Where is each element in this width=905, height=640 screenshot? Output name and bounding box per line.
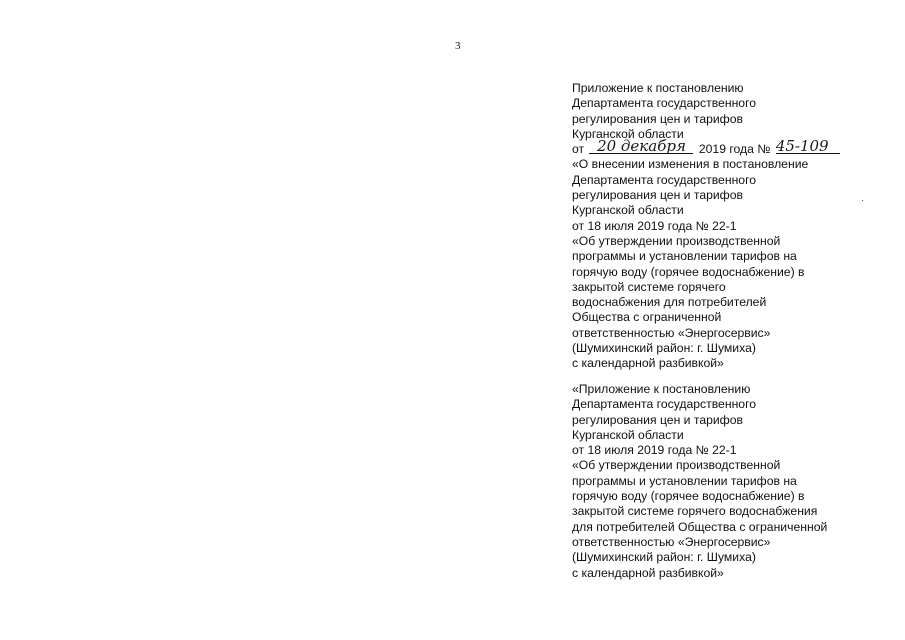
- header-line: Курганской области: [572, 126, 684, 141]
- quote-line: Департамента государственного: [572, 397, 757, 412]
- quote-line: ответственностью «Энергосервис»: [572, 534, 771, 549]
- quote-line: горячую воду (горячее водоснабжение) в: [572, 489, 805, 504]
- date-number-line: [572, 137, 840, 157]
- header-line: водоснабжения для потребителей: [572, 295, 767, 310]
- header-line: Департамента государственного: [572, 172, 757, 187]
- quote-line: программы и установлении тарифов на: [572, 473, 797, 488]
- quote-line: для потребителей Общества с ограниченной: [572, 519, 828, 534]
- quote-line: закрытой системе горячего водоснабжения: [572, 504, 818, 519]
- header-line: регулирования цен и тарифов: [572, 188, 743, 203]
- header-line: «Об утверждении производственной: [572, 233, 781, 248]
- handwritten-number: 45-109: [776, 140, 840, 154]
- header-line: от 18 июля 2019 года № 22-1: [572, 218, 737, 233]
- header-line: ответственностью «Энергосервис»: [572, 325, 771, 340]
- header-line: Общества с ограниченной: [572, 310, 722, 325]
- header-line: закрытой системе горячего: [572, 279, 726, 294]
- header-line: (Шумихинский район: г. Шумиха): [572, 341, 756, 356]
- quote-line: (Шумихинский район: г. Шумиха): [572, 550, 756, 565]
- scan-speck: [862, 200, 863, 201]
- header-line: регулирования цен и тарифов: [572, 111, 743, 126]
- date-year-text: 2019 года №: [698, 142, 771, 157]
- quote-line: с календарной разбивкой»: [572, 565, 724, 580]
- page-number: 3: [455, 40, 461, 52]
- date-prefix: от: [572, 142, 585, 157]
- header-line: с календарной разбивкой»: [572, 356, 724, 371]
- quote-line: «Приложение к постановлению: [572, 382, 751, 396]
- header-line: Департамента государственного: [572, 96, 757, 111]
- quote-line: «Об утверждении производственной: [572, 458, 781, 473]
- header-line: Приложение к постановлению: [572, 81, 744, 95]
- annex-header-block: [572, 81, 840, 372]
- header-line: «О внесении изменения в постановление: [572, 157, 809, 172]
- quote-line: Курганской области: [572, 427, 684, 442]
- quote-line: от 18 июля 2019 года № 22-1: [572, 443, 737, 458]
- annex-quote-block: [572, 382, 827, 581]
- quote-line: регулирования цен и тарифов: [572, 412, 743, 427]
- header-line: программы и установлении тарифов на: [572, 249, 797, 264]
- header-line: горячую воду (горячее водоснабжение) в: [572, 264, 805, 279]
- header-line: Курганской области: [572, 203, 684, 218]
- handwritten-date: 20 декабря: [589, 140, 693, 154]
